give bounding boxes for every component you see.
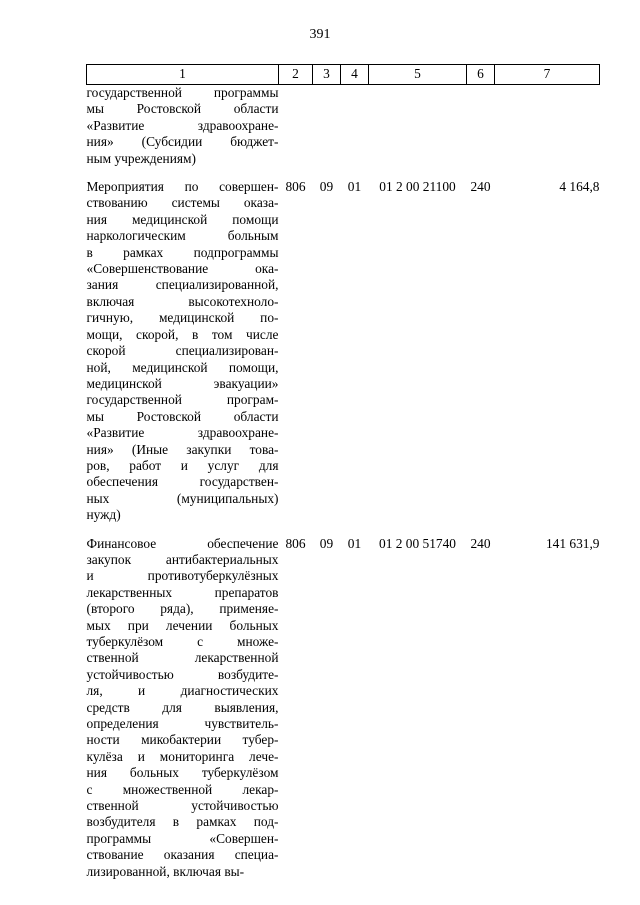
description-line: ля, и диагностических <box>86 683 279 699</box>
description-line: лизированной, включая вы- <box>86 863 245 879</box>
description-line: мых при лечении больных <box>86 617 279 633</box>
description-line: ственной устойчивостью <box>86 798 279 814</box>
header-col-5: 5 <box>369 65 467 85</box>
subsection-code: 01 <box>347 179 362 195</box>
description-line: и противотуберкулёзных <box>86 568 279 584</box>
description-line: включая высокотехноло- <box>86 293 279 309</box>
description-line: ния» (Субсидии бюджет- <box>86 134 279 150</box>
section-code <box>313 85 341 168</box>
description-line: ным учреждениям) <box>86 150 196 166</box>
section-code: 09 <box>319 535 334 551</box>
description-line: ной, медицинской помощи, <box>86 359 279 375</box>
row-description <box>87 167 279 524</box>
header-col-2: 2 <box>279 65 313 85</box>
description-line: ственной лекарственной <box>86 650 279 666</box>
description-line: закупок антибактериальных <box>86 551 279 567</box>
amount-value <box>495 85 600 168</box>
description-line: мы Ростовской области <box>86 101 279 117</box>
amount-value: 141 631,9 <box>545 535 600 551</box>
table-row <box>87 524 600 881</box>
description-line: гичную, медицинской по- <box>86 310 279 326</box>
ministry-code <box>279 85 313 168</box>
budget-table <box>86 64 600 880</box>
description-line: программы «Совершен- <box>86 830 279 846</box>
description-line: средств для выявления, <box>86 699 279 715</box>
description-line: «Совершенствование ока- <box>86 261 279 277</box>
description-line: лекарственных препаратов <box>86 584 279 600</box>
header-col-6: 6 <box>467 65 495 85</box>
description-line: ния медицинской помощи <box>86 211 279 227</box>
page-number: 391 <box>309 27 331 42</box>
description-line: наркологическим больным <box>86 228 279 244</box>
description-line: ствование оказания специа- <box>86 847 279 863</box>
description-line: медицинской эвакуации» <box>86 375 279 391</box>
description-line: ния больных туберкулёзом <box>86 765 279 781</box>
row-description <box>87 524 279 881</box>
description-line: возбудителя в рамках под- <box>86 814 279 830</box>
description-line: (второго ряда), применяе- <box>86 601 279 617</box>
description-line: определения чувствитель- <box>86 716 279 732</box>
description-line: обеспечения государствен- <box>86 474 279 490</box>
expense-type-code <box>467 85 495 168</box>
expense-type-code: 240 <box>470 535 491 551</box>
header-col-7: 7 <box>495 65 600 85</box>
description-line: с множественной лекар- <box>86 781 279 797</box>
description-line: нужд) <box>86 507 121 523</box>
description-line: туберкулёзом с множе- <box>86 634 279 649</box>
description-line: кулёза и мониторинга лече- <box>86 748 279 764</box>
table-body <box>87 85 600 881</box>
description-line: скорой специализирован- <box>86 343 279 359</box>
description-line: Мероприятия по совершен- <box>86 179 279 195</box>
expense-type-code: 240 <box>470 179 491 195</box>
description-line: мощи, скорой, в том числе <box>86 326 279 342</box>
description-line: государственной программы <box>86 85 279 100</box>
description-line: ния» (Иные закупки това- <box>86 441 279 457</box>
description-line: в рамках подпрограммы <box>86 244 279 260</box>
table-row <box>87 85 600 168</box>
description-line: зания специализированной, <box>86 277 279 293</box>
row-description <box>87 85 279 168</box>
target-article-code <box>369 85 467 168</box>
subsection-code: 01 <box>347 535 362 551</box>
description-line: «Развитие здравоохране- <box>86 117 279 133</box>
description-line: ных (муниципальных) <box>86 490 279 506</box>
description-line: «Развитие здравоохране- <box>86 425 279 441</box>
description-line: Финансовое обеспечение <box>86 535 279 551</box>
target-article-code: 01 2 00 51740 <box>379 535 456 551</box>
ministry-code: 806 <box>285 535 306 551</box>
header-col-3: 3 <box>313 65 341 85</box>
description-line: мы Ростовской области <box>86 408 279 424</box>
description-line: ров, работ и услуг для <box>86 457 279 473</box>
description-line: ности микобактерии тубер- <box>86 732 279 748</box>
description-line: устойчивостью возбудите- <box>86 666 279 682</box>
description-line: государственной програм- <box>86 392 279 408</box>
description-line: ствованию системы оказа- <box>86 195 279 211</box>
header-col-4: 4 <box>341 65 369 85</box>
section-code: 09 <box>319 179 334 195</box>
table-row <box>87 167 600 524</box>
amount-value: 4 164,8 <box>559 179 600 195</box>
header-col-1: 1 <box>87 65 279 85</box>
subsection-code <box>341 85 369 168</box>
target-article-code: 01 2 00 21100 <box>379 179 456 195</box>
ministry-code: 806 <box>285 179 306 195</box>
header-row <box>87 65 600 85</box>
